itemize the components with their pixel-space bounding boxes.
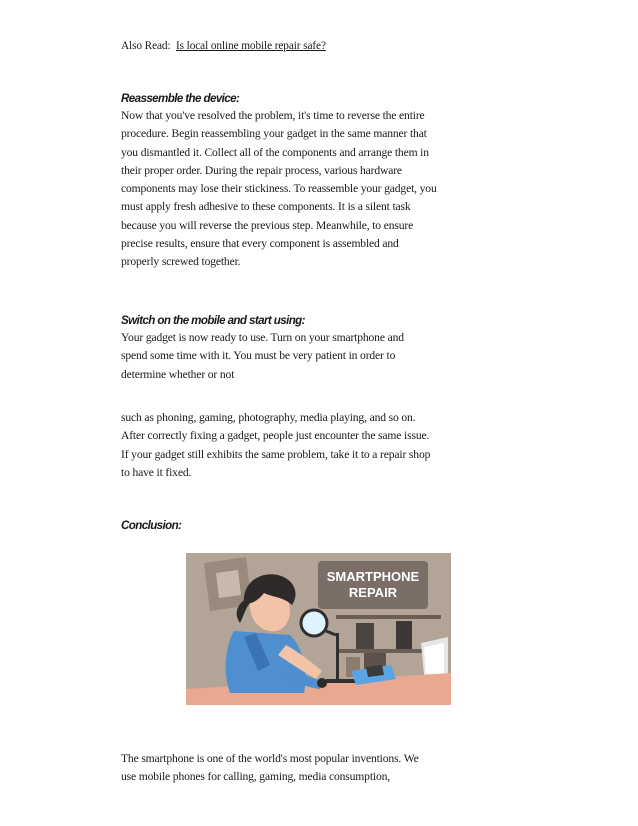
paragraph-line: their proper order. During the repair process, various hardware (121, 163, 402, 177)
also-read-line (121, 37, 326, 55)
paragraph-line: precise results, ensure that every component is assembled and (121, 237, 399, 251)
paragraph-line: Your gadget is now ready to use. Turn on your smartphone and (121, 331, 404, 344)
section-heading-reassemble: Reassemble the device: (121, 92, 240, 105)
paragraph-line: After correctly fixing a gadget, people just encounter the same issue. (121, 429, 430, 443)
paragraph-line: you dismantled it. Collect all of the components and arrange them in (121, 145, 429, 159)
paragraph-line: such as phoning, gaming, photography, media playing, and so on. (121, 411, 416, 424)
paragraph-line: must apply fresh adhesive to these components. It is a silent task (121, 200, 411, 214)
paragraph-switch-on-continued (121, 409, 430, 482)
paragraph-line: procedure. Begin reassembling your gadget in the same manner that (121, 127, 427, 141)
paragraph-line: The smartphone is one of the world's most popular inventions. We (121, 752, 419, 765)
paragraph-line: properly screwed together. (121, 255, 241, 269)
section-heading-switch-on: Switch on the mobile and start using: (121, 314, 305, 327)
paragraph-line: because you will reverse the previous step. Meanwhile, to ensure (121, 218, 414, 232)
paragraph-switch-on (121, 329, 404, 384)
paragraph-line: determine whether or not (121, 367, 235, 381)
also-read-label: Also Read: (121, 40, 171, 52)
paragraph-line: spend some time with it. You must be very patient in order to (121, 349, 396, 363)
smartphone-repair-illustration (186, 553, 451, 705)
sign-text-line2: REPAIR (348, 585, 398, 600)
paragraph-line: use mobile phones for calling, gaming, media consumption, (121, 770, 391, 784)
paragraph-line: If your gadget still exhibits the same problem, take it to a repair shop (121, 447, 431, 461)
section-heading-conclusion: Conclusion: (121, 519, 182, 532)
also-read-link[interactable]: Is local online mobile repair safe? (175, 40, 326, 52)
paragraph-reassemble (121, 107, 437, 272)
paragraph-line: components may lose their stickiness. To reassemble your gadget, you (121, 182, 437, 196)
paragraph-conclusion (121, 750, 419, 787)
paragraph-line: to have it fixed. (121, 465, 192, 479)
paragraph-line: Now that you've resolved the problem, it's time to reverse the entire (121, 109, 425, 122)
sign-text-line1: SMARTPHONE (326, 569, 420, 584)
